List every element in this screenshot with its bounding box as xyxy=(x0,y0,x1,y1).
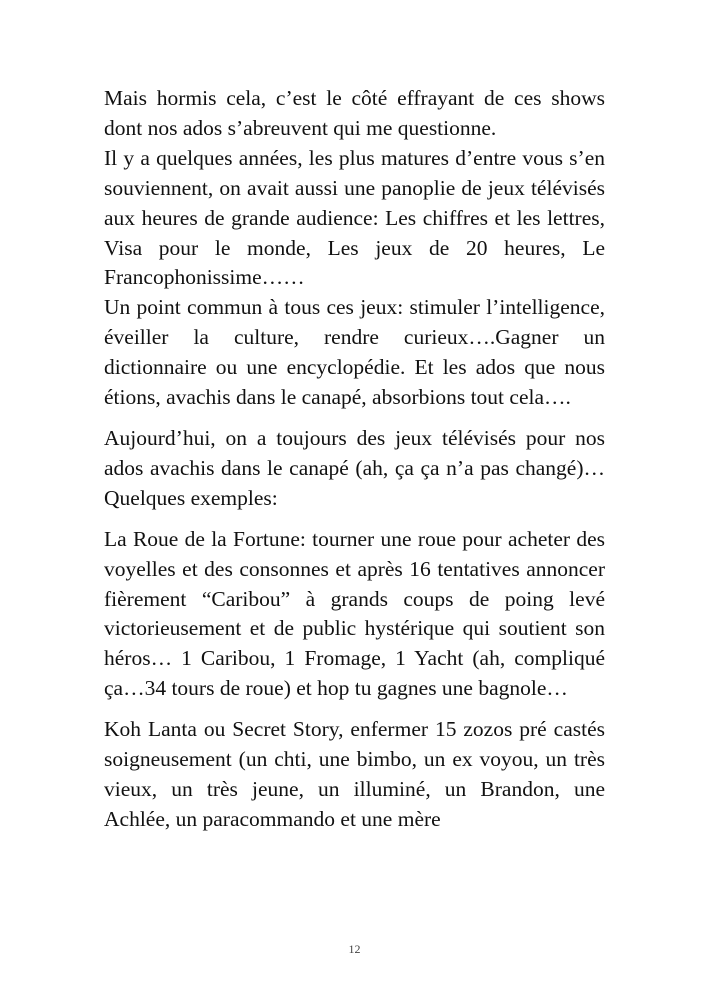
paragraph-today: Aujourd’hui, on a toujours des jeux télévisés pour nos ados avachis dans le canapé (ah, ça ça n’a pas changé)…Quelques exemples: xyxy=(104,425,605,510)
paragraph-old-tv-games: Il y a quelques années, les plus matures d’entre vous s’en souviennent, on avait aussi une panoplie de jeux télévisés aux heures de grande audience: Les chiffres et les lettres, Visa pour le monde, Les jeux de 20 heures, Le Francophonissime…… xyxy=(104,145,605,290)
paragraph-common-point: Un point commun à tous ces jeux: stimuler l’intelligence, éveiller la culture, rendre curieux….Gagner un dictionnaire ou une encyclopédie. Et les ados que nous étions, avachis dans le canapé, absorbions tout cela…. xyxy=(104,295,605,410)
paragraph-roue-fortune: La Roue de la Fortune: tourner une roue pour acheter des voyelles et des consonnes et après 16 tentatives annoncer fièrement “Caribou” à grands coups de poing levé victorieusement et de public hystérique qui soutient son héros… 1 Caribou, 1 Fromage, 1 Yacht (ah, compliqué ça…34 tours de roue) et hop tu gagnes une bagnole… xyxy=(104,526,605,701)
paragraph-koh-lanta: Koh Lanta ou Secret Story, enfermer 15 zozos pré castés soigneusement (un chti, une bimbo, un ex voyou, un très vieux, un très jeune, un illuminé, un Brandon, une Achlée, un paracommando et une mère xyxy=(104,717,605,831)
page-body xyxy=(104,84,605,835)
paragraph-intro: Mais hormis cela, c’est le côté effrayant de ces shows dont nos ados s’abreuvent qui me questionne. xyxy=(104,86,605,140)
page-number: 12 xyxy=(348,942,361,956)
